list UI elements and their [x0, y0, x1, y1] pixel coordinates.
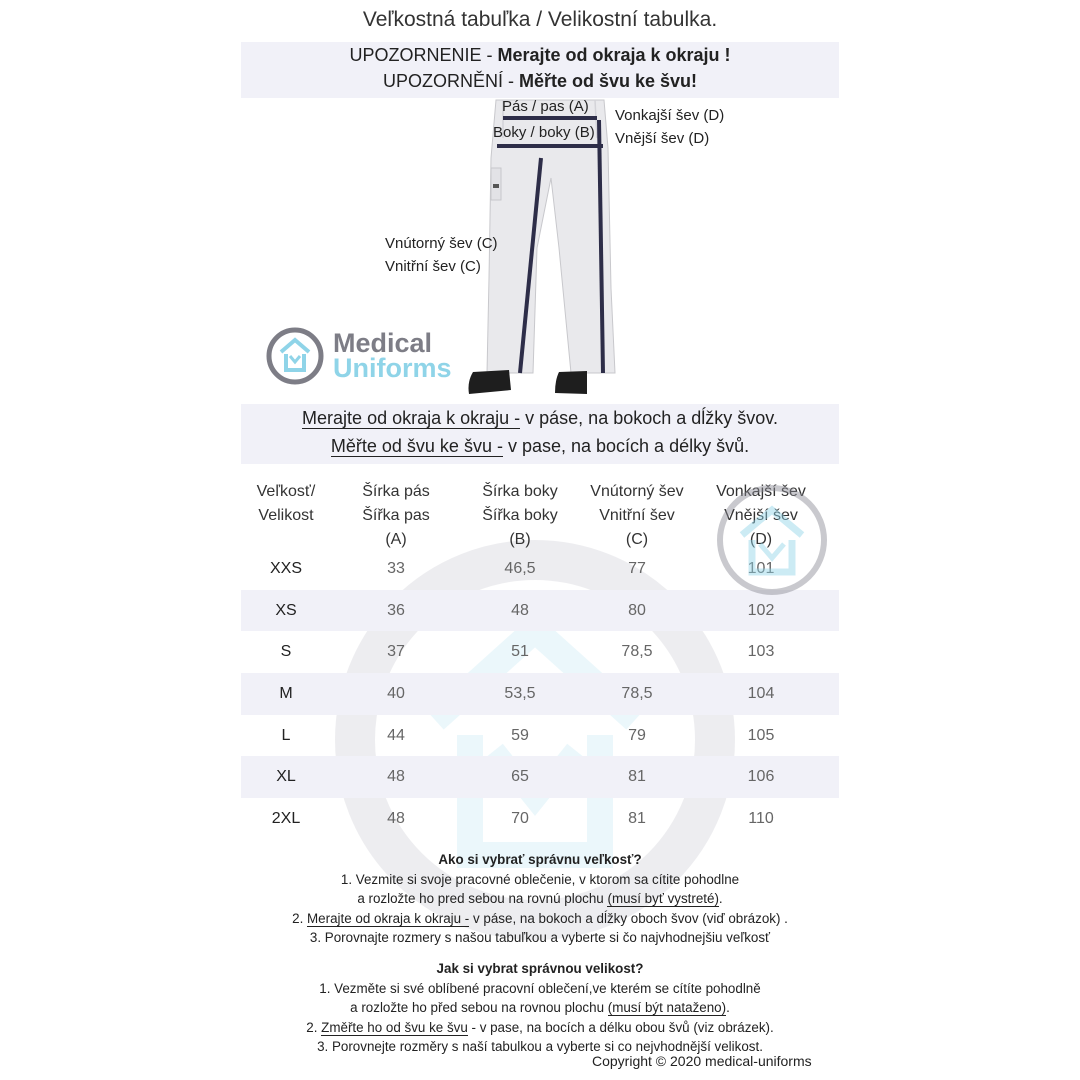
- howto-cz-step3: 3. Porovnejte rozměry s naší tabulkou a vyberte si co nejvhodnější velikost.: [317, 1039, 763, 1054]
- table-row: [241, 715, 839, 757]
- outer-seam-label-cz: Vnější šev (D): [615, 130, 710, 147]
- header-line: Šířka boky: [482, 507, 558, 524]
- cell-hips-width: 70: [511, 809, 529, 827]
- cell-size: S: [280, 643, 292, 661]
- measure-sk-underlined: Merajte od okraja k okraju -: [302, 408, 521, 428]
- howto-sk-step1b-end: .: [718, 891, 723, 906]
- howto-sk-step1b-text: a rozložte ho pred sebou na rovnú plochu: [357, 891, 608, 906]
- header-line: Šírka boky: [482, 483, 558, 500]
- cell-size: XL: [276, 768, 296, 786]
- howto-sk: [241, 850, 839, 948]
- howto-cz-step1b-underlined: (musí být nataženo): [607, 1000, 727, 1015]
- header-line: Vnější šev: [724, 507, 798, 524]
- copyright-text: Copyright © 2020 medical-uniforms: [592, 1053, 812, 1069]
- header-outer-seam: [696, 480, 826, 552]
- cell-hips-width: 48: [511, 601, 529, 619]
- measure-sk-rest: v páse, na bokoch a dĺžky švov.: [520, 408, 778, 428]
- header-waist-width: [341, 480, 451, 552]
- brand-logo: [265, 326, 452, 386]
- warning-banner: [241, 42, 839, 98]
- howto-cz-heading: Jak si vybrat správnou velikost?: [436, 961, 644, 976]
- cell-outer-seam: 101: [747, 559, 775, 577]
- inner-seam-label-cz: Vnitřní šev (C): [385, 258, 481, 275]
- cell-size: XXS: [269, 559, 302, 577]
- cell-outer-seam: 105: [747, 726, 775, 744]
- warning-label-sk: UPOZORNENIE -: [349, 45, 498, 65]
- header-line: (D): [749, 531, 773, 548]
- cell-waist-width: 36: [387, 601, 405, 619]
- cell-hips-width: 46,5: [504, 559, 536, 577]
- cell-size: XS: [275, 601, 297, 619]
- header-line: Velikost: [258, 507, 314, 524]
- table-row: [241, 631, 839, 673]
- howto-sk-step2-num: 2.: [292, 910, 308, 926]
- cell-outer-seam: 103: [747, 643, 775, 661]
- waist-label: Pás / pas (A): [502, 98, 589, 115]
- cell-waist-width: 40: [387, 684, 405, 702]
- hips-label: Boky / boky (B): [493, 124, 595, 141]
- cell-inner-seam: 77: [628, 559, 646, 577]
- measure-cz-underlined: Měřte od švu ke švu -: [330, 436, 503, 456]
- cell-inner-seam: 78,5: [621, 684, 653, 702]
- howto-sk-step1b-underlined: (musí byť vystreté): [607, 891, 719, 906]
- header-line: (A): [385, 531, 407, 548]
- cell-size: L: [281, 726, 291, 744]
- cell-waist-width: 48: [387, 809, 405, 827]
- cell-hips-width: 51: [511, 643, 529, 661]
- cell-hips-width: 53,5: [504, 684, 536, 702]
- logo-line2: Uniforms: [333, 353, 452, 383]
- warning-line-cz: [241, 68, 839, 94]
- howto-cz-step1: 1. Vezměte si své oblíbené pracovní oblečení,ve kterém se cítíte pohodlně: [319, 980, 761, 996]
- table-body: [241, 548, 839, 840]
- table-row: [241, 756, 839, 798]
- header-line: (B): [509, 531, 531, 548]
- page-title: Veľkostná tabuľka / Velikostní tabulka.: [362, 8, 718, 31]
- cell-waist-width: 33: [387, 559, 405, 577]
- header-line: Šírka pás: [362, 483, 430, 500]
- table-header: [241, 470, 839, 548]
- header-line: Veľkosť/: [256, 483, 316, 500]
- header-line: Vonkajší šev: [716, 483, 806, 500]
- howto-cz-step2-num: 2.: [306, 1019, 322, 1035]
- cell-waist-width: 44: [387, 726, 405, 744]
- warning-label-cz: UPOZORNĚNÍ -: [382, 71, 519, 91]
- howto-sk-heading: Ako si vybrať správnu veľkosť?: [438, 852, 642, 867]
- warning-line-sk: [241, 42, 839, 68]
- cell-size: 2XL: [271, 809, 301, 827]
- measure-instructions: [241, 404, 839, 464]
- size-table: [241, 470, 839, 840]
- howto-cz: [241, 959, 839, 1057]
- howto-cz-step1b-end: .: [726, 1000, 730, 1015]
- howto-sk-step2-underlined: Merajte od okraja k okraju -: [307, 910, 470, 926]
- cell-inner-seam: 81: [628, 768, 646, 786]
- cell-outer-seam: 110: [748, 809, 774, 827]
- howto-cz-step1b: [241, 998, 839, 1018]
- cell-outer-seam: 102: [747, 601, 775, 619]
- logo-house-icon: [265, 326, 325, 386]
- measure-line-sk: [241, 404, 839, 432]
- table-row: [241, 590, 839, 632]
- header-size: [241, 480, 331, 528]
- howto-cz-step2: [241, 1018, 839, 1038]
- howto-sk-step1: 1. Vezmite si svoje pracovné oblečenie, v ktorom sa cítite pohodlne: [340, 871, 740, 887]
- cell-inner-seam: 81: [628, 809, 646, 827]
- howto-sk-step1b: [241, 889, 839, 909]
- measure-line-cz: [241, 432, 839, 460]
- outer-seam-label-sk: Vonkajší šev (D): [615, 107, 725, 124]
- howto-cz-step2-underlined: Změřte ho od švu ke švu: [321, 1019, 468, 1035]
- pants-illustration: [241, 98, 839, 404]
- header-line: (C): [625, 531, 649, 548]
- howto-sk-step2: [241, 909, 839, 929]
- header-line: Vnútorný šev: [590, 483, 684, 500]
- cell-inner-seam: 79: [628, 726, 646, 744]
- cell-waist-width: 48: [387, 768, 405, 786]
- measure-cz-rest: v pase, na bocích a délky švů.: [502, 436, 750, 456]
- howto-cz-step1b-text: a rozložte ho před sebou na rovnou plochu: [350, 1000, 608, 1015]
- howto-sk-step3: 3. Porovnajte rozmery s našou tabuľkou a vyberte si čo najvhodnejšiu veľkosť: [309, 930, 771, 945]
- cell-outer-seam: 104: [747, 684, 775, 702]
- header-line: Vnitřní šev: [599, 507, 675, 524]
- cell-inner-seam: 80: [628, 601, 646, 619]
- header-line: Šířka pas: [362, 507, 430, 524]
- cell-outer-seam: 106: [747, 768, 775, 786]
- warning-text-sk: Merajte od okraja k okraju !: [497, 45, 731, 65]
- cell-hips-width: 59: [511, 726, 529, 744]
- cell-inner-seam: 78,5: [621, 643, 653, 661]
- table-row: [241, 548, 839, 590]
- howto-cz-step2-text: - v pase, na bocích a délku obou švů (viz obrázek).: [467, 1019, 774, 1035]
- cell-waist-width: 37: [387, 643, 405, 661]
- header-hips-width: [460, 480, 580, 552]
- header-inner-seam: [572, 480, 702, 552]
- inner-seam-label-sk: Vnútorný šev (C): [385, 235, 498, 252]
- logo-line1: Medical: [333, 328, 433, 358]
- cell-hips-width: 65: [511, 768, 529, 786]
- cell-size: M: [279, 684, 293, 702]
- warning-text-cz: Měřte od švu ke švu!: [518, 71, 698, 91]
- howto-sk-step2-text: v páse, na bokoch a dĺžky oboch švov (viď obrázok) .: [469, 910, 788, 926]
- table-row: [241, 798, 839, 840]
- table-row: [241, 673, 839, 715]
